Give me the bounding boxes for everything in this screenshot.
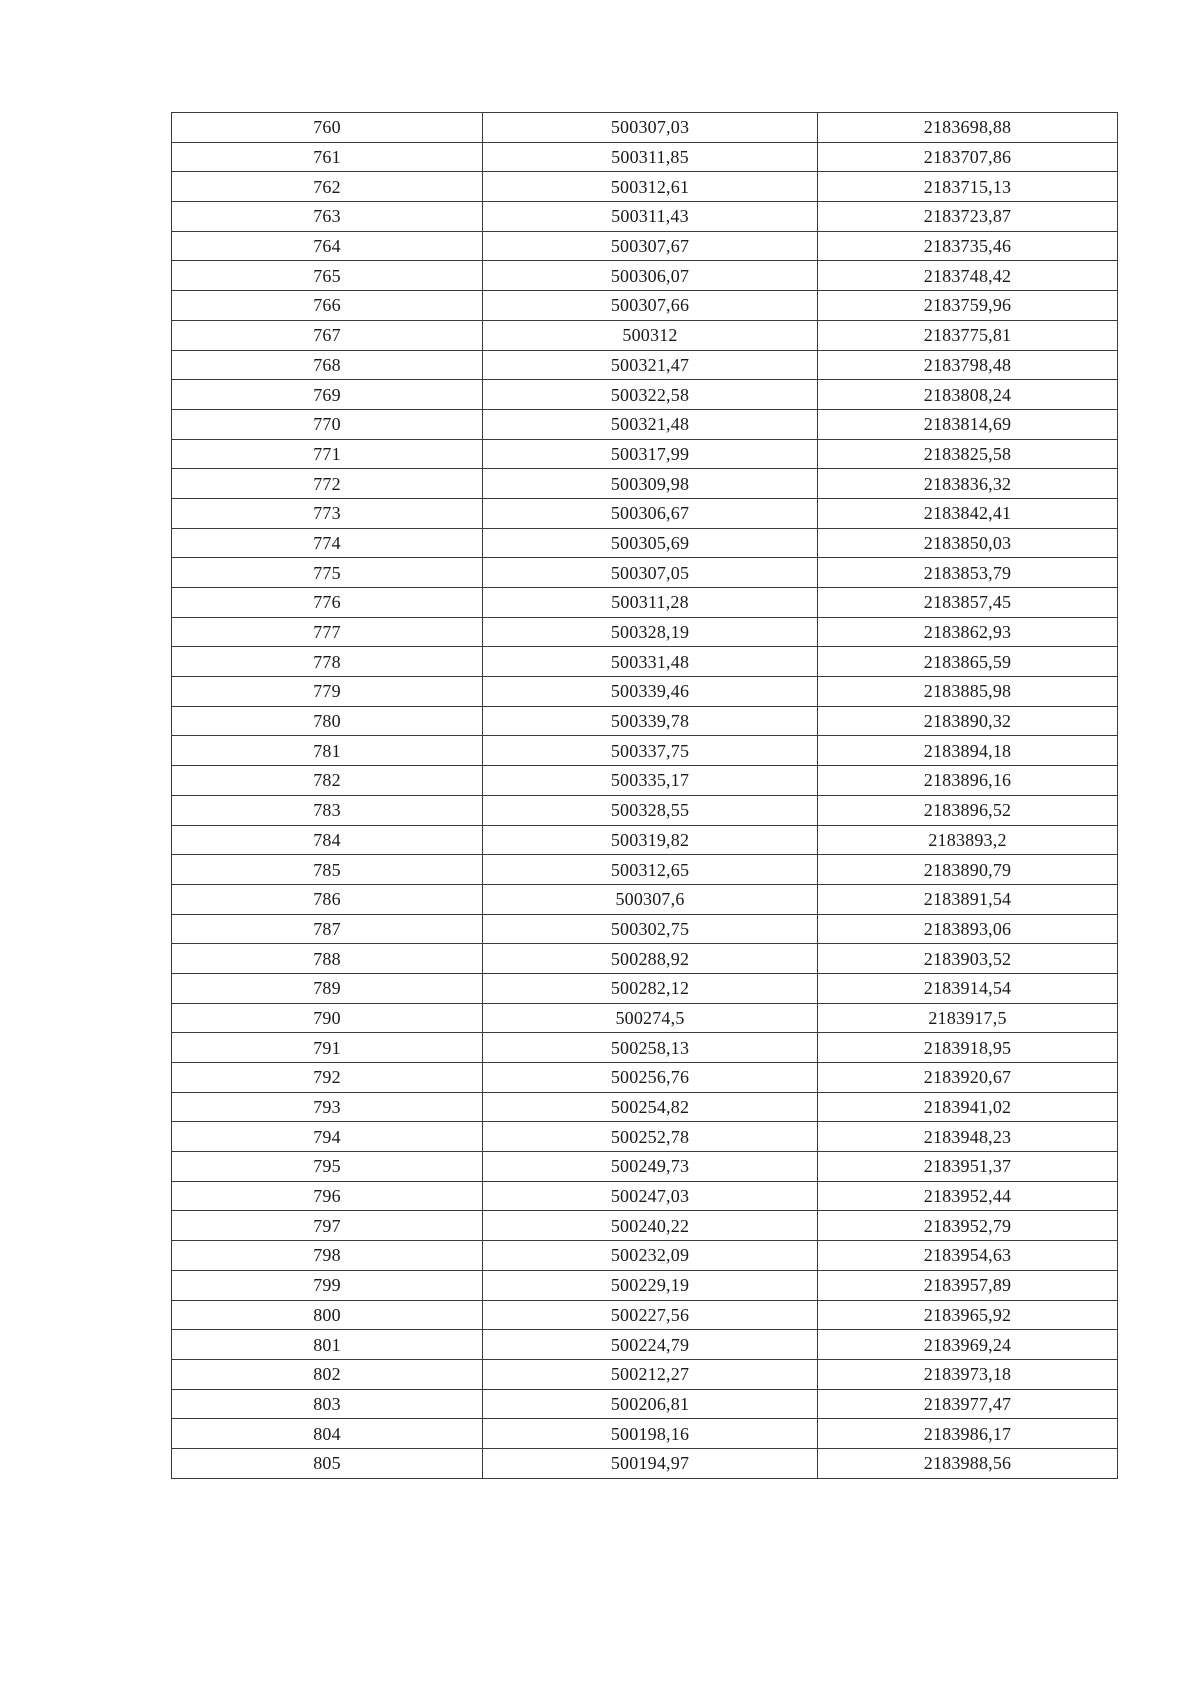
y-coordinate-cell: 2183977,47 xyxy=(818,1389,1118,1419)
x-coordinate-cell: 500339,46 xyxy=(483,677,818,707)
y-coordinate-cell: 2183723,87 xyxy=(818,202,1118,232)
x-coordinate-cell: 500321,48 xyxy=(483,409,818,439)
x-coordinate-cell: 500337,75 xyxy=(483,736,818,766)
x-coordinate-cell: 500194,97 xyxy=(483,1448,818,1478)
table-row xyxy=(172,1359,1118,1389)
y-coordinate-cell: 2183965,92 xyxy=(818,1300,1118,1330)
table-row xyxy=(172,795,1118,825)
x-coordinate-cell: 500249,73 xyxy=(483,1152,818,1182)
point-number-cell: 771 xyxy=(172,439,483,469)
table-row xyxy=(172,1419,1118,1449)
x-coordinate-cell: 500307,05 xyxy=(483,558,818,588)
table-row xyxy=(172,528,1118,558)
y-coordinate-cell: 2183748,42 xyxy=(818,261,1118,291)
table-row xyxy=(172,142,1118,172)
x-coordinate-cell: 500288,92 xyxy=(483,944,818,974)
point-number-cell: 793 xyxy=(172,1092,483,1122)
table-row xyxy=(172,350,1118,380)
table-row xyxy=(172,261,1118,291)
x-coordinate-cell: 500247,03 xyxy=(483,1181,818,1211)
y-coordinate-cell: 2183986,17 xyxy=(818,1419,1118,1449)
y-coordinate-cell: 2183952,44 xyxy=(818,1181,1118,1211)
x-coordinate-cell: 500328,19 xyxy=(483,617,818,647)
table-row xyxy=(172,1181,1118,1211)
table-row xyxy=(172,973,1118,1003)
x-coordinate-cell: 500305,69 xyxy=(483,528,818,558)
point-number-cell: 764 xyxy=(172,231,483,261)
y-coordinate-cell: 2183917,5 xyxy=(818,1003,1118,1033)
x-coordinate-cell: 500312,61 xyxy=(483,172,818,202)
x-coordinate-cell: 500252,78 xyxy=(483,1122,818,1152)
point-number-cell: 794 xyxy=(172,1122,483,1152)
y-coordinate-cell: 2183825,58 xyxy=(818,439,1118,469)
x-coordinate-cell: 500307,6 xyxy=(483,884,818,914)
point-number-cell: 795 xyxy=(172,1152,483,1182)
y-coordinate-cell: 2183890,79 xyxy=(818,855,1118,885)
point-number-cell: 768 xyxy=(172,350,483,380)
table-row xyxy=(172,1122,1118,1152)
table-row xyxy=(172,855,1118,885)
y-coordinate-cell: 2183885,98 xyxy=(818,677,1118,707)
point-number-cell: 778 xyxy=(172,647,483,677)
table-row xyxy=(172,113,1118,143)
x-coordinate-cell: 500312,65 xyxy=(483,855,818,885)
table-row xyxy=(172,1448,1118,1478)
point-number-cell: 796 xyxy=(172,1181,483,1211)
y-coordinate-cell: 2183836,32 xyxy=(818,469,1118,499)
point-number-cell: 762 xyxy=(172,172,483,202)
y-coordinate-cell: 2183775,81 xyxy=(818,320,1118,350)
point-number-cell: 777 xyxy=(172,617,483,647)
point-number-cell: 802 xyxy=(172,1359,483,1389)
table-row xyxy=(172,1270,1118,1300)
y-coordinate-cell: 2183857,45 xyxy=(818,588,1118,618)
x-coordinate-cell: 500319,82 xyxy=(483,825,818,855)
table-row xyxy=(172,884,1118,914)
point-number-cell: 774 xyxy=(172,528,483,558)
x-coordinate-cell: 500307,67 xyxy=(483,231,818,261)
x-coordinate-cell: 500328,55 xyxy=(483,795,818,825)
x-coordinate-cell: 500198,16 xyxy=(483,1419,818,1449)
point-number-cell: 799 xyxy=(172,1270,483,1300)
table-row xyxy=(172,1033,1118,1063)
point-number-cell: 797 xyxy=(172,1211,483,1241)
table-row xyxy=(172,617,1118,647)
point-number-cell: 786 xyxy=(172,884,483,914)
point-number-cell: 776 xyxy=(172,588,483,618)
point-number-cell: 769 xyxy=(172,380,483,410)
table-row xyxy=(172,1092,1118,1122)
x-coordinate-cell: 500311,28 xyxy=(483,588,818,618)
y-coordinate-cell: 2183698,88 xyxy=(818,113,1118,143)
table-row xyxy=(172,1300,1118,1330)
table-row xyxy=(172,320,1118,350)
x-coordinate-cell: 500306,07 xyxy=(483,261,818,291)
table-row xyxy=(172,677,1118,707)
table-row xyxy=(172,647,1118,677)
point-number-cell: 788 xyxy=(172,944,483,974)
point-number-cell: 775 xyxy=(172,558,483,588)
point-number-cell: 798 xyxy=(172,1241,483,1271)
x-coordinate-cell: 500339,78 xyxy=(483,706,818,736)
x-coordinate-cell: 500274,5 xyxy=(483,1003,818,1033)
point-number-cell: 770 xyxy=(172,409,483,439)
y-coordinate-cell: 2183903,52 xyxy=(818,944,1118,974)
y-coordinate-cell: 2183893,06 xyxy=(818,914,1118,944)
point-number-cell: 804 xyxy=(172,1419,483,1449)
x-coordinate-cell: 500309,98 xyxy=(483,469,818,499)
x-coordinate-cell: 500335,17 xyxy=(483,766,818,796)
table-row xyxy=(172,558,1118,588)
point-number-cell: 766 xyxy=(172,291,483,321)
x-coordinate-cell: 500307,66 xyxy=(483,291,818,321)
table-row xyxy=(172,409,1118,439)
y-coordinate-cell: 2183865,59 xyxy=(818,647,1118,677)
table-row xyxy=(172,736,1118,766)
x-coordinate-cell: 500311,85 xyxy=(483,142,818,172)
y-coordinate-cell: 2183948,23 xyxy=(818,1122,1118,1152)
x-coordinate-cell: 500227,56 xyxy=(483,1300,818,1330)
point-number-cell: 789 xyxy=(172,973,483,1003)
table-row xyxy=(172,1330,1118,1360)
y-coordinate-cell: 2183920,67 xyxy=(818,1063,1118,1093)
table-row xyxy=(172,1241,1118,1271)
y-coordinate-cell: 2183894,18 xyxy=(818,736,1118,766)
table-row xyxy=(172,291,1118,321)
x-coordinate-cell: 500232,09 xyxy=(483,1241,818,1271)
y-coordinate-cell: 2183808,24 xyxy=(818,380,1118,410)
y-coordinate-cell: 2183893,2 xyxy=(818,825,1118,855)
table-row xyxy=(172,439,1118,469)
x-coordinate-cell: 500229,19 xyxy=(483,1270,818,1300)
y-coordinate-cell: 2183798,48 xyxy=(818,350,1118,380)
table-row xyxy=(172,914,1118,944)
point-number-cell: 791 xyxy=(172,1033,483,1063)
point-number-cell: 800 xyxy=(172,1300,483,1330)
y-coordinate-cell: 2183735,46 xyxy=(818,231,1118,261)
y-coordinate-cell: 2183973,18 xyxy=(818,1359,1118,1389)
table-row xyxy=(172,469,1118,499)
point-number-cell: 781 xyxy=(172,736,483,766)
table-row xyxy=(172,588,1118,618)
table-row xyxy=(172,766,1118,796)
point-number-cell: 773 xyxy=(172,498,483,528)
x-coordinate-cell: 500224,79 xyxy=(483,1330,818,1360)
point-number-cell: 792 xyxy=(172,1063,483,1093)
table-row xyxy=(172,944,1118,974)
x-coordinate-cell: 500212,27 xyxy=(483,1359,818,1389)
table-row xyxy=(172,202,1118,232)
point-number-cell: 765 xyxy=(172,261,483,291)
x-coordinate-cell: 500306,67 xyxy=(483,498,818,528)
point-number-cell: 801 xyxy=(172,1330,483,1360)
point-number-cell: 779 xyxy=(172,677,483,707)
x-coordinate-cell: 500307,03 xyxy=(483,113,818,143)
x-coordinate-cell: 500206,81 xyxy=(483,1389,818,1419)
y-coordinate-cell: 2183896,16 xyxy=(818,766,1118,796)
y-coordinate-cell: 2183952,79 xyxy=(818,1211,1118,1241)
y-coordinate-cell: 2183891,54 xyxy=(818,884,1118,914)
x-coordinate-cell: 500254,82 xyxy=(483,1092,818,1122)
coordinates-table-body xyxy=(172,113,1118,1479)
y-coordinate-cell: 2183951,37 xyxy=(818,1152,1118,1182)
table-row xyxy=(172,706,1118,736)
table-row xyxy=(172,231,1118,261)
x-coordinate-cell: 500331,48 xyxy=(483,647,818,677)
y-coordinate-cell: 2183862,93 xyxy=(818,617,1118,647)
table-row xyxy=(172,1389,1118,1419)
x-coordinate-cell: 500312 xyxy=(483,320,818,350)
x-coordinate-cell: 500317,99 xyxy=(483,439,818,469)
point-number-cell: 780 xyxy=(172,706,483,736)
y-coordinate-cell: 2183715,13 xyxy=(818,172,1118,202)
x-coordinate-cell: 500282,12 xyxy=(483,973,818,1003)
y-coordinate-cell: 2183890,32 xyxy=(818,706,1118,736)
y-coordinate-cell: 2183954,63 xyxy=(818,1241,1118,1271)
point-number-cell: 787 xyxy=(172,914,483,944)
y-coordinate-cell: 2183707,86 xyxy=(818,142,1118,172)
y-coordinate-cell: 2183814,69 xyxy=(818,409,1118,439)
x-coordinate-cell: 500258,13 xyxy=(483,1033,818,1063)
point-number-cell: 761 xyxy=(172,142,483,172)
point-number-cell: 763 xyxy=(172,202,483,232)
point-number-cell: 805 xyxy=(172,1448,483,1478)
point-number-cell: 772 xyxy=(172,469,483,499)
y-coordinate-cell: 2183957,89 xyxy=(818,1270,1118,1300)
x-coordinate-cell: 500311,43 xyxy=(483,202,818,232)
table-row xyxy=(172,172,1118,202)
coordinates-table xyxy=(171,112,1118,1479)
table-row xyxy=(172,825,1118,855)
y-coordinate-cell: 2183896,52 xyxy=(818,795,1118,825)
y-coordinate-cell: 2183918,95 xyxy=(818,1033,1118,1063)
point-number-cell: 803 xyxy=(172,1389,483,1419)
point-number-cell: 784 xyxy=(172,825,483,855)
y-coordinate-cell: 2183759,96 xyxy=(818,291,1118,321)
table-row xyxy=(172,380,1118,410)
x-coordinate-cell: 500322,58 xyxy=(483,380,818,410)
x-coordinate-cell: 500302,75 xyxy=(483,914,818,944)
y-coordinate-cell: 2183969,24 xyxy=(818,1330,1118,1360)
x-coordinate-cell: 500321,47 xyxy=(483,350,818,380)
table-row xyxy=(172,1152,1118,1182)
y-coordinate-cell: 2183941,02 xyxy=(818,1092,1118,1122)
y-coordinate-cell: 2183988,56 xyxy=(818,1448,1118,1478)
y-coordinate-cell: 2183842,41 xyxy=(818,498,1118,528)
point-number-cell: 790 xyxy=(172,1003,483,1033)
point-number-cell: 783 xyxy=(172,795,483,825)
point-number-cell: 785 xyxy=(172,855,483,885)
point-number-cell: 782 xyxy=(172,766,483,796)
point-number-cell: 767 xyxy=(172,320,483,350)
y-coordinate-cell: 2183853,79 xyxy=(818,558,1118,588)
table-row xyxy=(172,1063,1118,1093)
table-row xyxy=(172,1003,1118,1033)
y-coordinate-cell: 2183850,03 xyxy=(818,528,1118,558)
point-number-cell: 760 xyxy=(172,113,483,143)
y-coordinate-cell: 2183914,54 xyxy=(818,973,1118,1003)
x-coordinate-cell: 500240,22 xyxy=(483,1211,818,1241)
table-row xyxy=(172,1211,1118,1241)
table-row xyxy=(172,498,1118,528)
x-coordinate-cell: 500256,76 xyxy=(483,1063,818,1093)
